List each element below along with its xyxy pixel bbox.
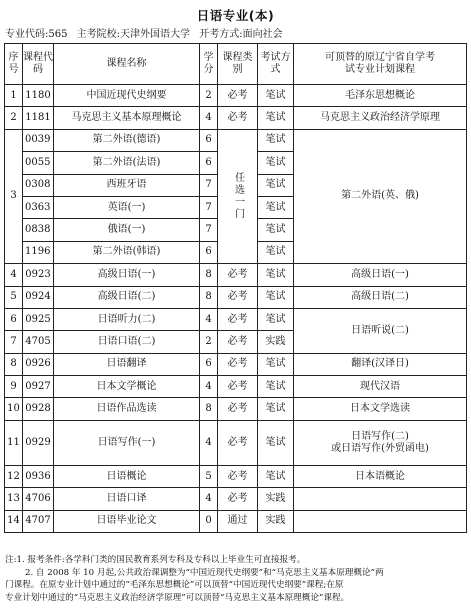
table-row: 0363 英语(一) 7 笔试	[5, 196, 467, 218]
program-info	[5, 25, 289, 40]
table-row: 9 0927 日本文学概论 4 必考 笔试 现代汉语	[5, 376, 467, 398]
table-row: 2 1181 马克思主义基本原理概论 4 必考 笔试 马克思主义政治经济学原理	[5, 107, 467, 129]
footnotes	[5, 554, 467, 604]
header-name: 课程名称	[54, 44, 200, 85]
table-row: 0308 西班牙语 7 笔试	[5, 174, 467, 196]
note-2-line-2: 门课程。在原专业计划中通过的“毛泽东思想概论”可以顶替“中国近现代史纲要”课程;在原	[5, 580, 344, 590]
table-row: 1 1180 中国近现代史纲要 2 必考 笔试 毛泽东思想概论	[5, 85, 467, 107]
note-2-line-3: 专业计划中通过的“马克思主义政治经济学原理”可以顶替“马克思主义基本原理概论”课程。	[5, 592, 350, 603]
elective-category: 任选一门	[218, 129, 258, 263]
header-replace: 可顶替的原辽宁省自学考试专业计划课程	[294, 44, 467, 85]
course-table	[4, 43, 467, 533]
table-header-row	[5, 44, 467, 85]
table-row: 6 0925 日语听力(二) 4 必考 笔试 日语听说(二)	[5, 308, 467, 330]
table-row: 4 0923 高级日语(一) 8 必考 笔试 高级日语(一)	[5, 264, 467, 286]
table-row: 1196 第二外语(韩语) 6 笔试	[5, 241, 467, 263]
table-row: 3 0039 第二外语(德语) 6 任选一门 笔试 第二外语(英、俄)	[5, 129, 467, 151]
table-row: 0055 第二外语(法语) 6 笔试	[5, 152, 467, 174]
table-row: 8 0926 日语翻译 6 必考 笔试 翻译(汉译日)	[5, 353, 467, 375]
exam-school: 主考院校:天津外国语大学	[76, 29, 191, 40]
table-row: 7 4705 日语口语(二) 2 必考 实践	[5, 331, 467, 353]
table-row: 12 0936 日语概论 5 必考 笔试 日本语概论	[5, 465, 467, 487]
header-exam: 考试方式	[258, 44, 294, 85]
table-row: 10 0928 日语作品选读 8 必考 笔试 日本文学选读	[5, 398, 467, 420]
table-row: 5 0924 高级日语(二) 8 必考 笔试 高级日语(二)	[5, 286, 467, 308]
header-category: 课程类别	[218, 44, 258, 85]
header-code: 课程代码	[23, 44, 54, 85]
page-title: 日语专业(本)	[196, 8, 275, 23]
note-2-line-1: 2. 自 2008 年 10 月起,公共政治课调整为“中国近现代史纲要”和“马克思主义基本原理概论”两	[25, 567, 384, 578]
program-code: 专业代码:565	[5, 29, 68, 40]
table-row: 11 0929 日语写作(一) 4 必考 笔试 日语写作(二) 或日语写作(外贸函电)	[5, 420, 467, 465]
note-1: 注:1. 报考条件:各学科门类的国民教育系列专科及专科以上毕业生可直接报考。	[5, 555, 306, 565]
table-row: 0838 俄语(一) 7 笔试	[5, 219, 467, 241]
header-credit: 学分	[200, 44, 218, 85]
table-row: 13 4706 日语口译 4 必考 实践	[5, 488, 467, 510]
header-seq: 序号	[5, 44, 23, 85]
exam-mode: 开考方式:面向社会	[199, 29, 283, 40]
table-row: 14 4707 日语毕业论文 0 通过 实践	[5, 510, 467, 532]
